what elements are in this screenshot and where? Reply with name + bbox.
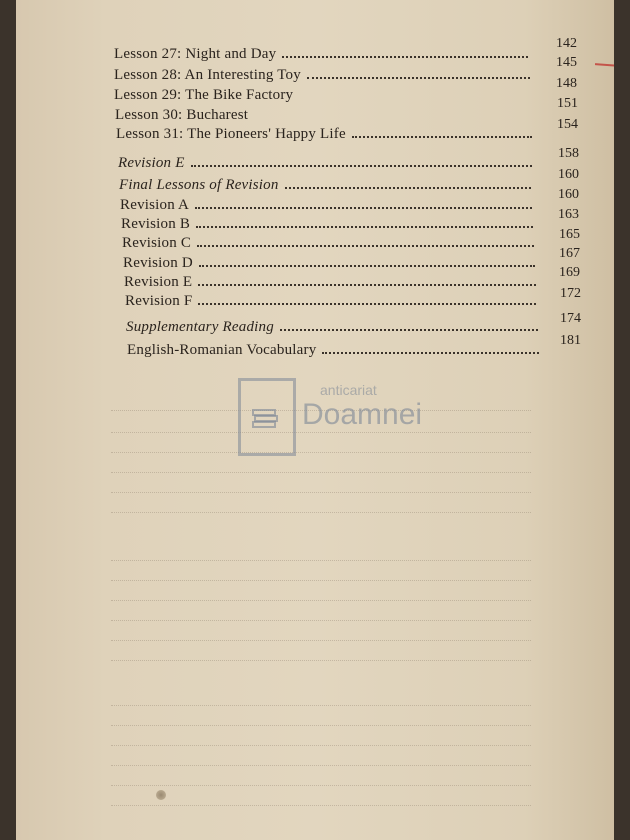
toc-entry-title: Final Lessons of Revision (119, 177, 279, 193)
toc-entry-revision-c (122, 235, 540, 252)
book-page (16, 0, 614, 840)
toc-entry-lesson-29 (114, 87, 293, 104)
toc-entry-title: Revision C (122, 235, 192, 251)
toc-entry-title: Revision D (123, 255, 193, 271)
toc-entry-title: Lesson 31: The Pioneers' Happy Life (116, 126, 346, 142)
toc-entry-title: Supplementary Reading (126, 319, 274, 335)
toc-entry-page: 167 (559, 246, 580, 261)
toc-entry-page: 163 (558, 207, 579, 222)
dot-leader (285, 187, 531, 189)
toc-entry-page: 165 (559, 227, 580, 242)
toc-entry-page: 160 (558, 187, 579, 202)
dot-leader (197, 245, 534, 247)
toc-entry-revision-b (121, 216, 539, 233)
toc-entry-final-lessons (119, 177, 537, 194)
toc-entry-title: Lesson 27: Night and Day (114, 46, 277, 62)
toc-entry-page: 154 (557, 117, 578, 132)
dot-leader (352, 136, 532, 138)
dot-leader (198, 284, 536, 286)
toc-entry-page: 169 (559, 265, 580, 280)
red-pen-mark (595, 63, 614, 67)
dot-leader (198, 303, 536, 305)
toc-entry-title: Revision A (120, 197, 190, 213)
toc-entry-page: 151 (557, 96, 578, 111)
dot-leader (307, 77, 530, 79)
books-icon (252, 408, 278, 430)
paper-speck (156, 790, 166, 800)
toc-entry-vocabulary (127, 342, 545, 359)
toc-entry-page: 148 (556, 76, 577, 91)
toc-entry-lesson-27 (114, 46, 534, 63)
dot-leader (322, 352, 539, 354)
dot-leader (196, 226, 533, 228)
toc-entry-title: Lesson 28: An Interesting Toy (114, 67, 301, 83)
toc-entry-page: 145 (556, 55, 577, 70)
toc-entry-page: 174 (560, 311, 581, 326)
dot-leader (195, 207, 532, 209)
toc-entry-page: 142 (556, 36, 577, 51)
watermark-big-text: Doamnei (302, 398, 423, 431)
dot-leader (280, 329, 538, 331)
toc-entry-page: 158 (558, 146, 579, 161)
toc-entry-lesson-28 (114, 67, 536, 84)
toc-entry-title: Revision F (125, 293, 193, 309)
dot-leader (282, 56, 528, 58)
toc-entry-revision-e (118, 155, 538, 172)
dot-leader (191, 165, 532, 167)
toc-entry-title: Lesson 29: The Bike Factory (114, 87, 294, 103)
toc-entry-revision-d (123, 255, 541, 272)
toc-entry-title: Revision E (118, 155, 185, 171)
toc-entry-title: Revision B (121, 216, 191, 232)
toc-entry-title: Revision E (124, 274, 193, 290)
toc-entry-revision-f (125, 293, 542, 310)
toc-entry-title: English-Romanian Vocabulary (127, 342, 317, 358)
watermark-small-text: anticariat (320, 382, 377, 398)
toc-entry-lesson-30 (115, 107, 248, 124)
toc-entry-lesson-31 (116, 126, 538, 143)
toc-entry-page: 160 (558, 167, 579, 182)
toc-entry-supplementary-reading (126, 319, 544, 336)
toc-entry-page: 181 (560, 333, 581, 348)
toc-entry-revision-a (120, 197, 538, 214)
watermark-logo (238, 378, 423, 458)
toc-entry-title: Lesson 30: Bucharest (115, 107, 249, 123)
dot-leader (199, 265, 535, 267)
toc-entry-page: 172 (560, 286, 581, 301)
toc-entry-revision-e2 (124, 274, 542, 291)
